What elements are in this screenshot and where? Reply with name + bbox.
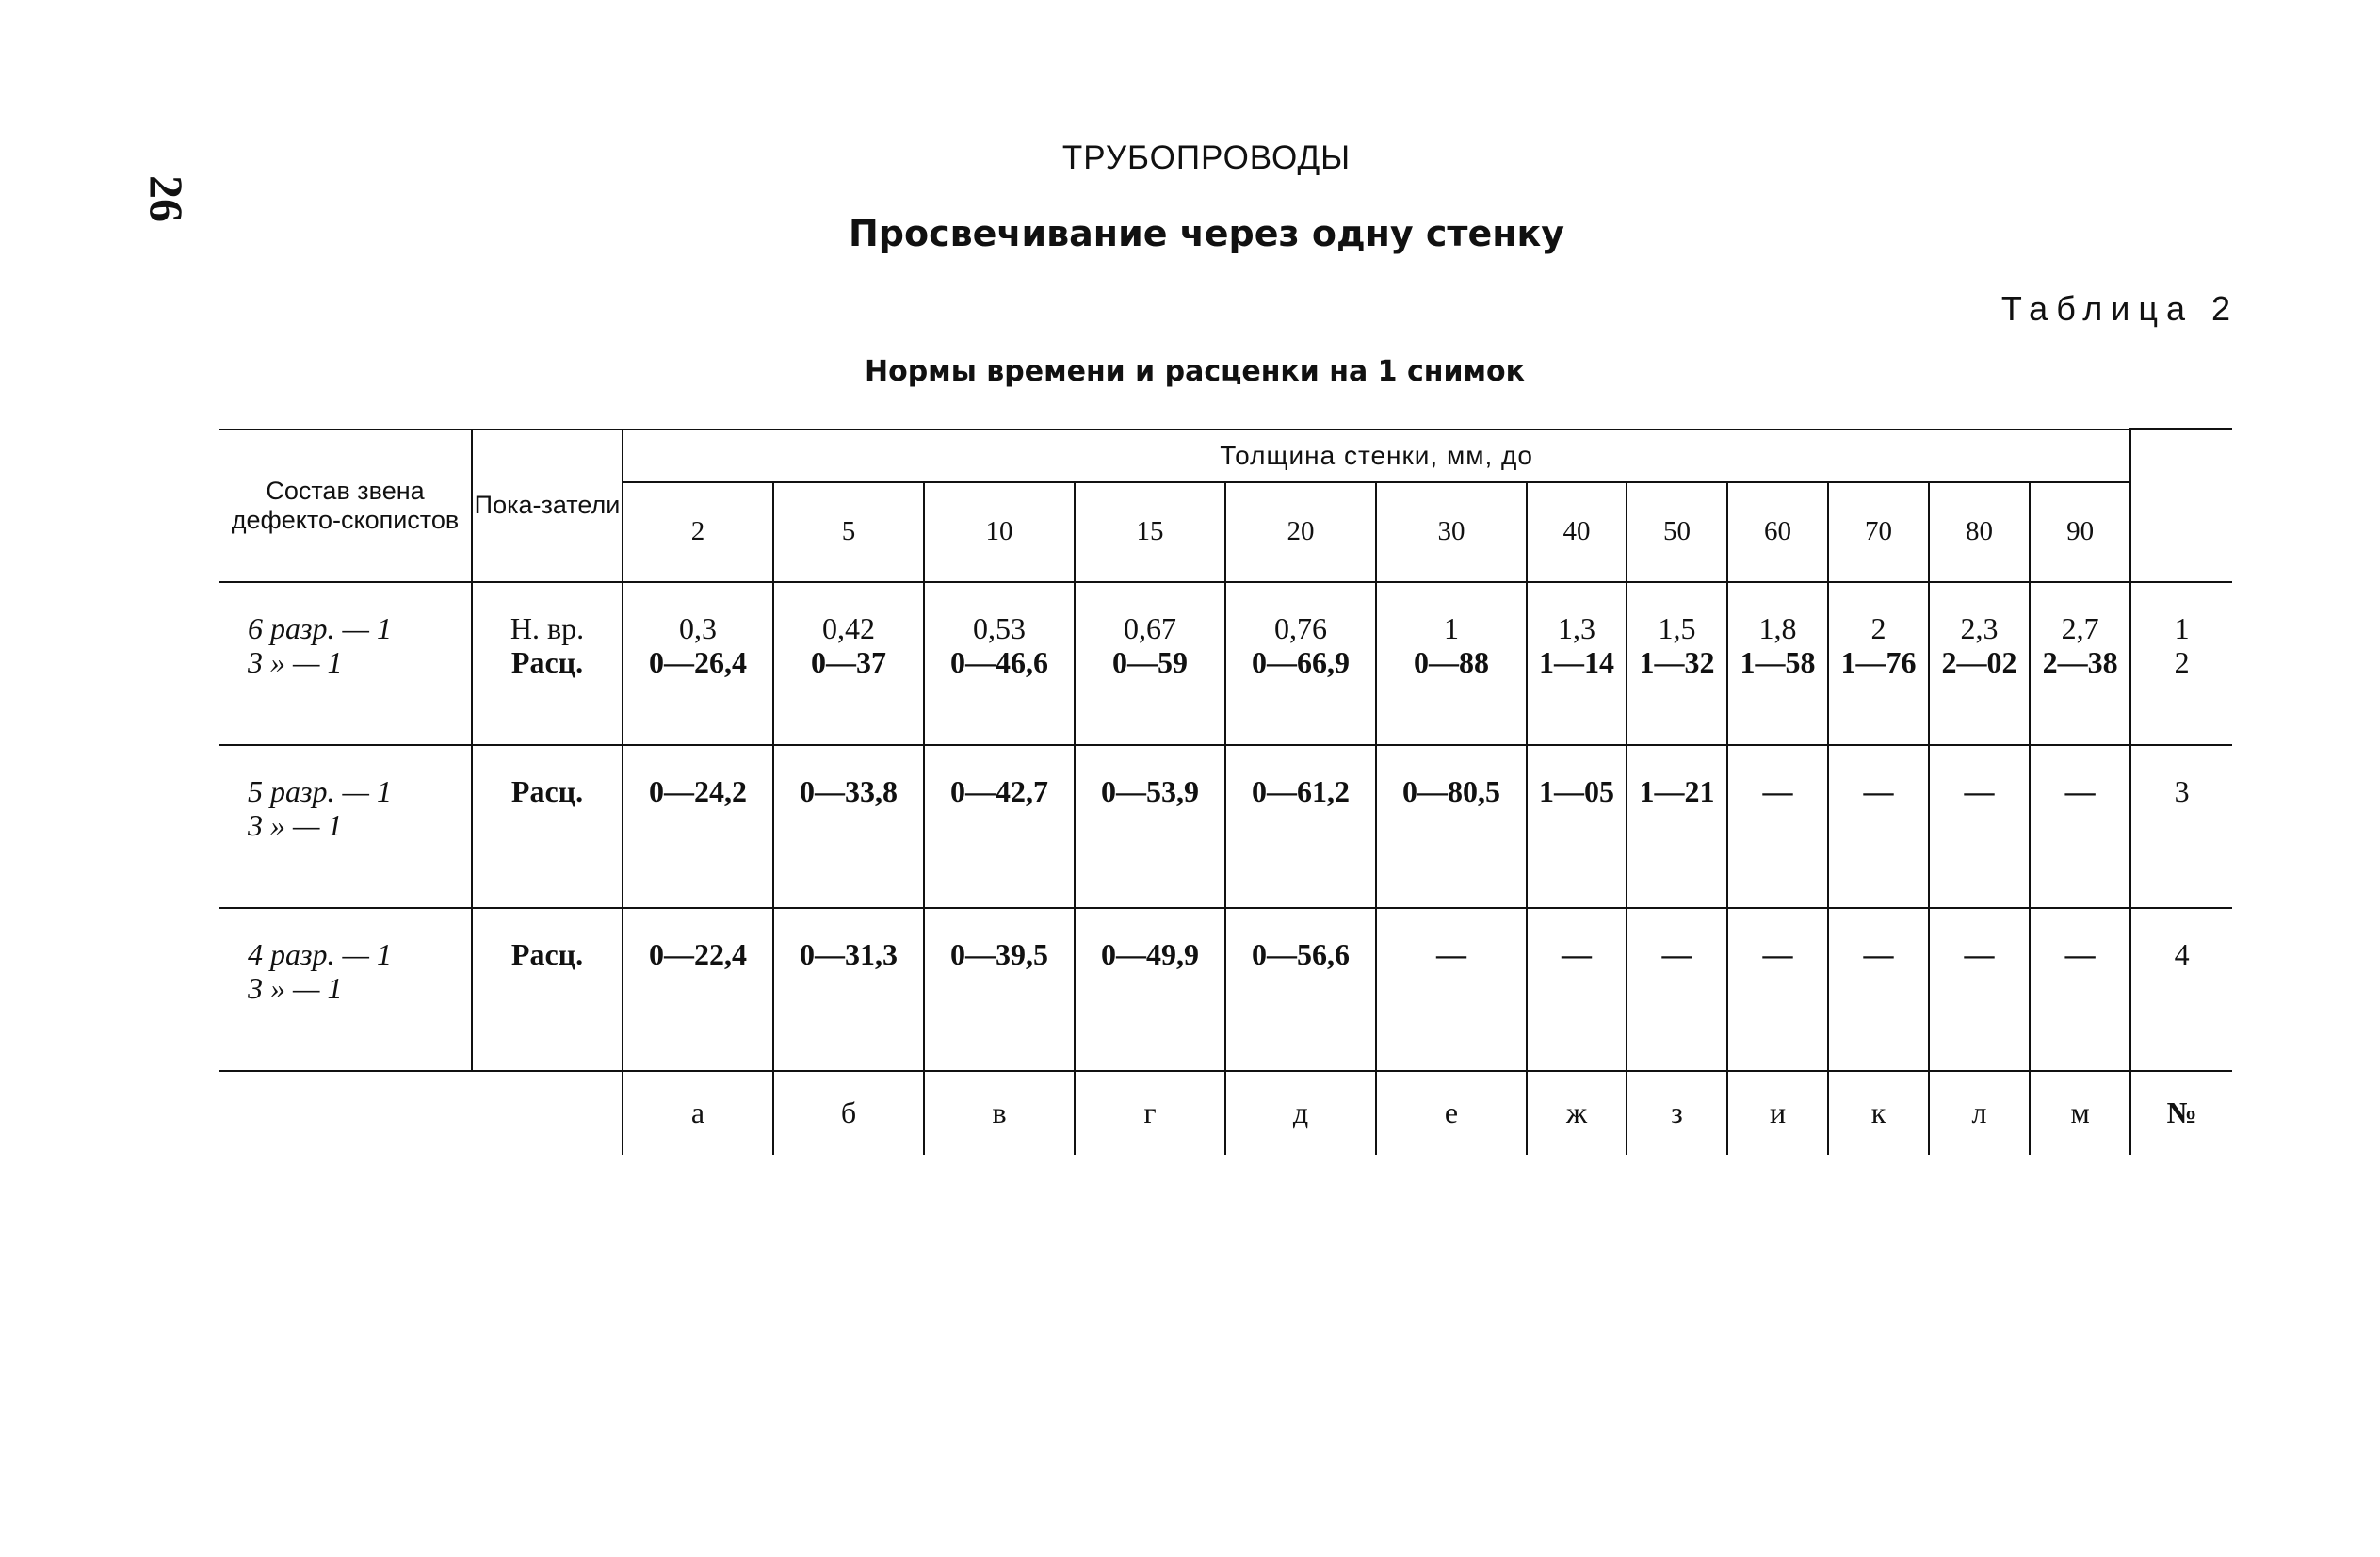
value-cell: [1527, 582, 1627, 745]
value-cell: [623, 745, 773, 908]
value-line: —: [1436, 936, 1466, 971]
value-line: 2,3: [1960, 610, 1999, 645]
value-cell: [773, 908, 924, 1071]
thickness-3: 15: [1075, 482, 1225, 582]
row-number: 2: [2174, 644, 2190, 679]
header-crew: Состав звена дефекто-скопистов: [219, 430, 472, 582]
value-line: 1—05: [1539, 773, 1614, 808]
indicator-line: Расц.: [510, 936, 584, 971]
crew-line: 3 » — 1: [248, 970, 343, 1005]
value-line: 0—39,5: [950, 936, 1048, 971]
crew-cell: [219, 582, 472, 745]
value-line: 1—58: [1740, 644, 1816, 679]
value-line: —: [1964, 773, 1995, 808]
blank-cell: [472, 1071, 623, 1155]
value-line: 1—14: [1539, 644, 1614, 679]
value-line: 0,3: [679, 610, 717, 645]
thickness-1: 5: [773, 482, 924, 582]
value-line: 0—80,5: [1402, 773, 1500, 808]
value-line: 0—33,8: [800, 773, 898, 808]
thickness-6: 40: [1527, 482, 1627, 582]
letters-row: [219, 1071, 2232, 1155]
column-letter: а: [623, 1071, 773, 1155]
value-line: 0,53: [973, 610, 1026, 645]
row-number-cell: [2130, 582, 2232, 745]
value-cell: [1828, 745, 1929, 908]
thickness-2: 10: [924, 482, 1075, 582]
value-line: —: [2064, 936, 2096, 971]
value-cell: [1627, 745, 1727, 908]
header-indicator: Пока-затели: [472, 430, 623, 582]
value-cell: [1376, 908, 1527, 1071]
section-heading: ТРУБОПРОВОДЫ: [1061, 139, 1352, 176]
thickness-5: 30: [1376, 482, 1527, 582]
thickness-7: 50: [1627, 482, 1727, 582]
thickness-9: 70: [1828, 482, 1929, 582]
value-line: 0—88: [1414, 644, 1489, 679]
value-line: 0—22,4: [649, 936, 747, 971]
thickness-0: 2: [623, 482, 773, 582]
value-cell: [773, 745, 924, 908]
value-line: 2—02: [1941, 644, 2017, 679]
value-cell: [1627, 582, 1727, 745]
indicator-cell: [472, 908, 623, 1071]
value-cell: [1075, 582, 1225, 745]
value-line: 1,5: [1658, 610, 1696, 645]
value-line: 0—31,3: [800, 936, 898, 971]
value-line: 0,42: [822, 610, 875, 645]
crew-line: 3 » — 1: [248, 644, 343, 679]
crew-line: 3 » — 1: [248, 807, 343, 842]
value-line: —: [1964, 936, 1995, 971]
value-cell: [623, 582, 773, 745]
crew-cell: [219, 908, 472, 1071]
value-line: 1,8: [1758, 610, 1797, 645]
value-cell: [1627, 908, 1727, 1071]
value-cell: [924, 908, 1075, 1071]
value-cell: [1828, 908, 1929, 1071]
value-line: 0—66,9: [1252, 644, 1350, 679]
value-line: 0—24,2: [649, 773, 747, 808]
crew-line: 5 разр. — 1: [248, 773, 392, 808]
value-line: 0—26,4: [649, 644, 747, 679]
value-cell: [1075, 908, 1225, 1071]
value-line: —: [1562, 936, 1592, 971]
value-line: —: [1762, 773, 1793, 808]
value-cell: [1225, 745, 1376, 908]
header-thickness: Толщина стенки, мм, до: [623, 430, 2130, 482]
page-number: 26: [140, 175, 193, 222]
value-cell: [1929, 908, 2030, 1071]
value-line: —: [1762, 936, 1793, 971]
table-subtitle: Нормы времени и расценки на 1 снимок: [864, 355, 1525, 388]
value-cell: [1225, 582, 1376, 745]
crew-line: 6 разр. — 1: [248, 610, 392, 645]
value-line: 1,3: [1558, 610, 1595, 645]
column-letter: м: [2030, 1071, 2130, 1155]
column-letter: г: [1075, 1071, 1225, 1155]
row-number: 3: [2174, 773, 2190, 808]
table-label: Таблица 2: [2000, 289, 2239, 328]
value-line: 0—53,9: [1101, 773, 1199, 808]
value-line: 0,67: [1124, 610, 1176, 645]
num-symbol: №: [2130, 1071, 2232, 1155]
thickness-10: 80: [1929, 482, 2030, 582]
indicator-line: Н. вр.: [510, 610, 585, 645]
indicator-cell: [472, 582, 623, 745]
row-number: 1: [2174, 610, 2190, 645]
value-line: —: [1661, 936, 1692, 971]
table-row: [219, 908, 2232, 1071]
crew-line: 4 разр. — 1: [248, 936, 392, 971]
value-cell: [1075, 745, 1225, 908]
column-letter: е: [1376, 1071, 1527, 1155]
value-cell: [1225, 908, 1376, 1071]
value-cell: [773, 582, 924, 745]
column-letter: з: [1627, 1071, 1727, 1155]
value-line: 0—61,2: [1252, 773, 1350, 808]
indicator-line: Расц.: [510, 773, 584, 808]
value-cell: [1828, 582, 1929, 745]
value-line: 2—38: [2042, 644, 2118, 679]
header-num-blank: [2130, 430, 2232, 582]
value-line: 1: [1444, 610, 1459, 645]
value-cell: [924, 582, 1075, 745]
thickness-4: 20: [1225, 482, 1376, 582]
value-line: —: [2064, 773, 2096, 808]
value-line: 0,76: [1274, 610, 1327, 645]
row-number: 4: [2174, 936, 2190, 971]
value-line: 0—46,6: [950, 644, 1048, 679]
table-row: [219, 745, 2232, 908]
norms-table: [219, 428, 2232, 1155]
value-line: 1—21: [1639, 773, 1715, 808]
column-letter: к: [1828, 1071, 1929, 1155]
crew-cell: [219, 745, 472, 908]
value-line: 0—49,9: [1101, 936, 1199, 971]
value-line: 2: [1870, 610, 1886, 645]
row-number-cell: [2130, 908, 2232, 1071]
value-line: —: [1863, 773, 1894, 808]
value-line: 0—56,6: [1252, 936, 1350, 971]
value-cell: [924, 745, 1075, 908]
column-letter: д: [1225, 1071, 1376, 1155]
value-line: 1—32: [1639, 644, 1715, 679]
blank-cell: [219, 1071, 472, 1155]
value-cell: [2030, 745, 2130, 908]
header-row-top: [219, 430, 2232, 482]
value-cell: [1527, 908, 1627, 1071]
value-cell: [2030, 908, 2130, 1071]
column-letter: ж: [1527, 1071, 1627, 1155]
value-cell: [1727, 582, 1828, 745]
value-line: 0—37: [811, 644, 886, 679]
value-line: 0—59: [1112, 644, 1188, 679]
column-letter: б: [773, 1071, 924, 1155]
thickness-8: 60: [1727, 482, 1828, 582]
value-line: 0—42,7: [950, 773, 1048, 808]
column-letter: в: [924, 1071, 1075, 1155]
column-letter: и: [1727, 1071, 1828, 1155]
value-line: 2,7: [2061, 610, 2099, 645]
table-row: [219, 582, 2232, 745]
value-line: —: [1863, 936, 1894, 971]
value-cell: [2030, 582, 2130, 745]
value-cell: [1929, 745, 2030, 908]
indicator-cell: [472, 745, 623, 908]
column-letter: л: [1929, 1071, 2030, 1155]
document-title: Просвечивание через одну стенку: [848, 213, 1565, 254]
value-cell: [1376, 582, 1527, 745]
value-cell: [1376, 745, 1527, 908]
value-cell: [1727, 745, 1828, 908]
value-cell: [1929, 582, 2030, 745]
value-cell: [1727, 908, 1828, 1071]
value-cell: [623, 908, 773, 1071]
value-line: 1—76: [1840, 644, 1917, 679]
value-cell: [1527, 745, 1627, 908]
row-number-cell: [2130, 745, 2232, 908]
thickness-11: 90: [2030, 482, 2130, 582]
indicator-line: Расц.: [510, 644, 584, 679]
